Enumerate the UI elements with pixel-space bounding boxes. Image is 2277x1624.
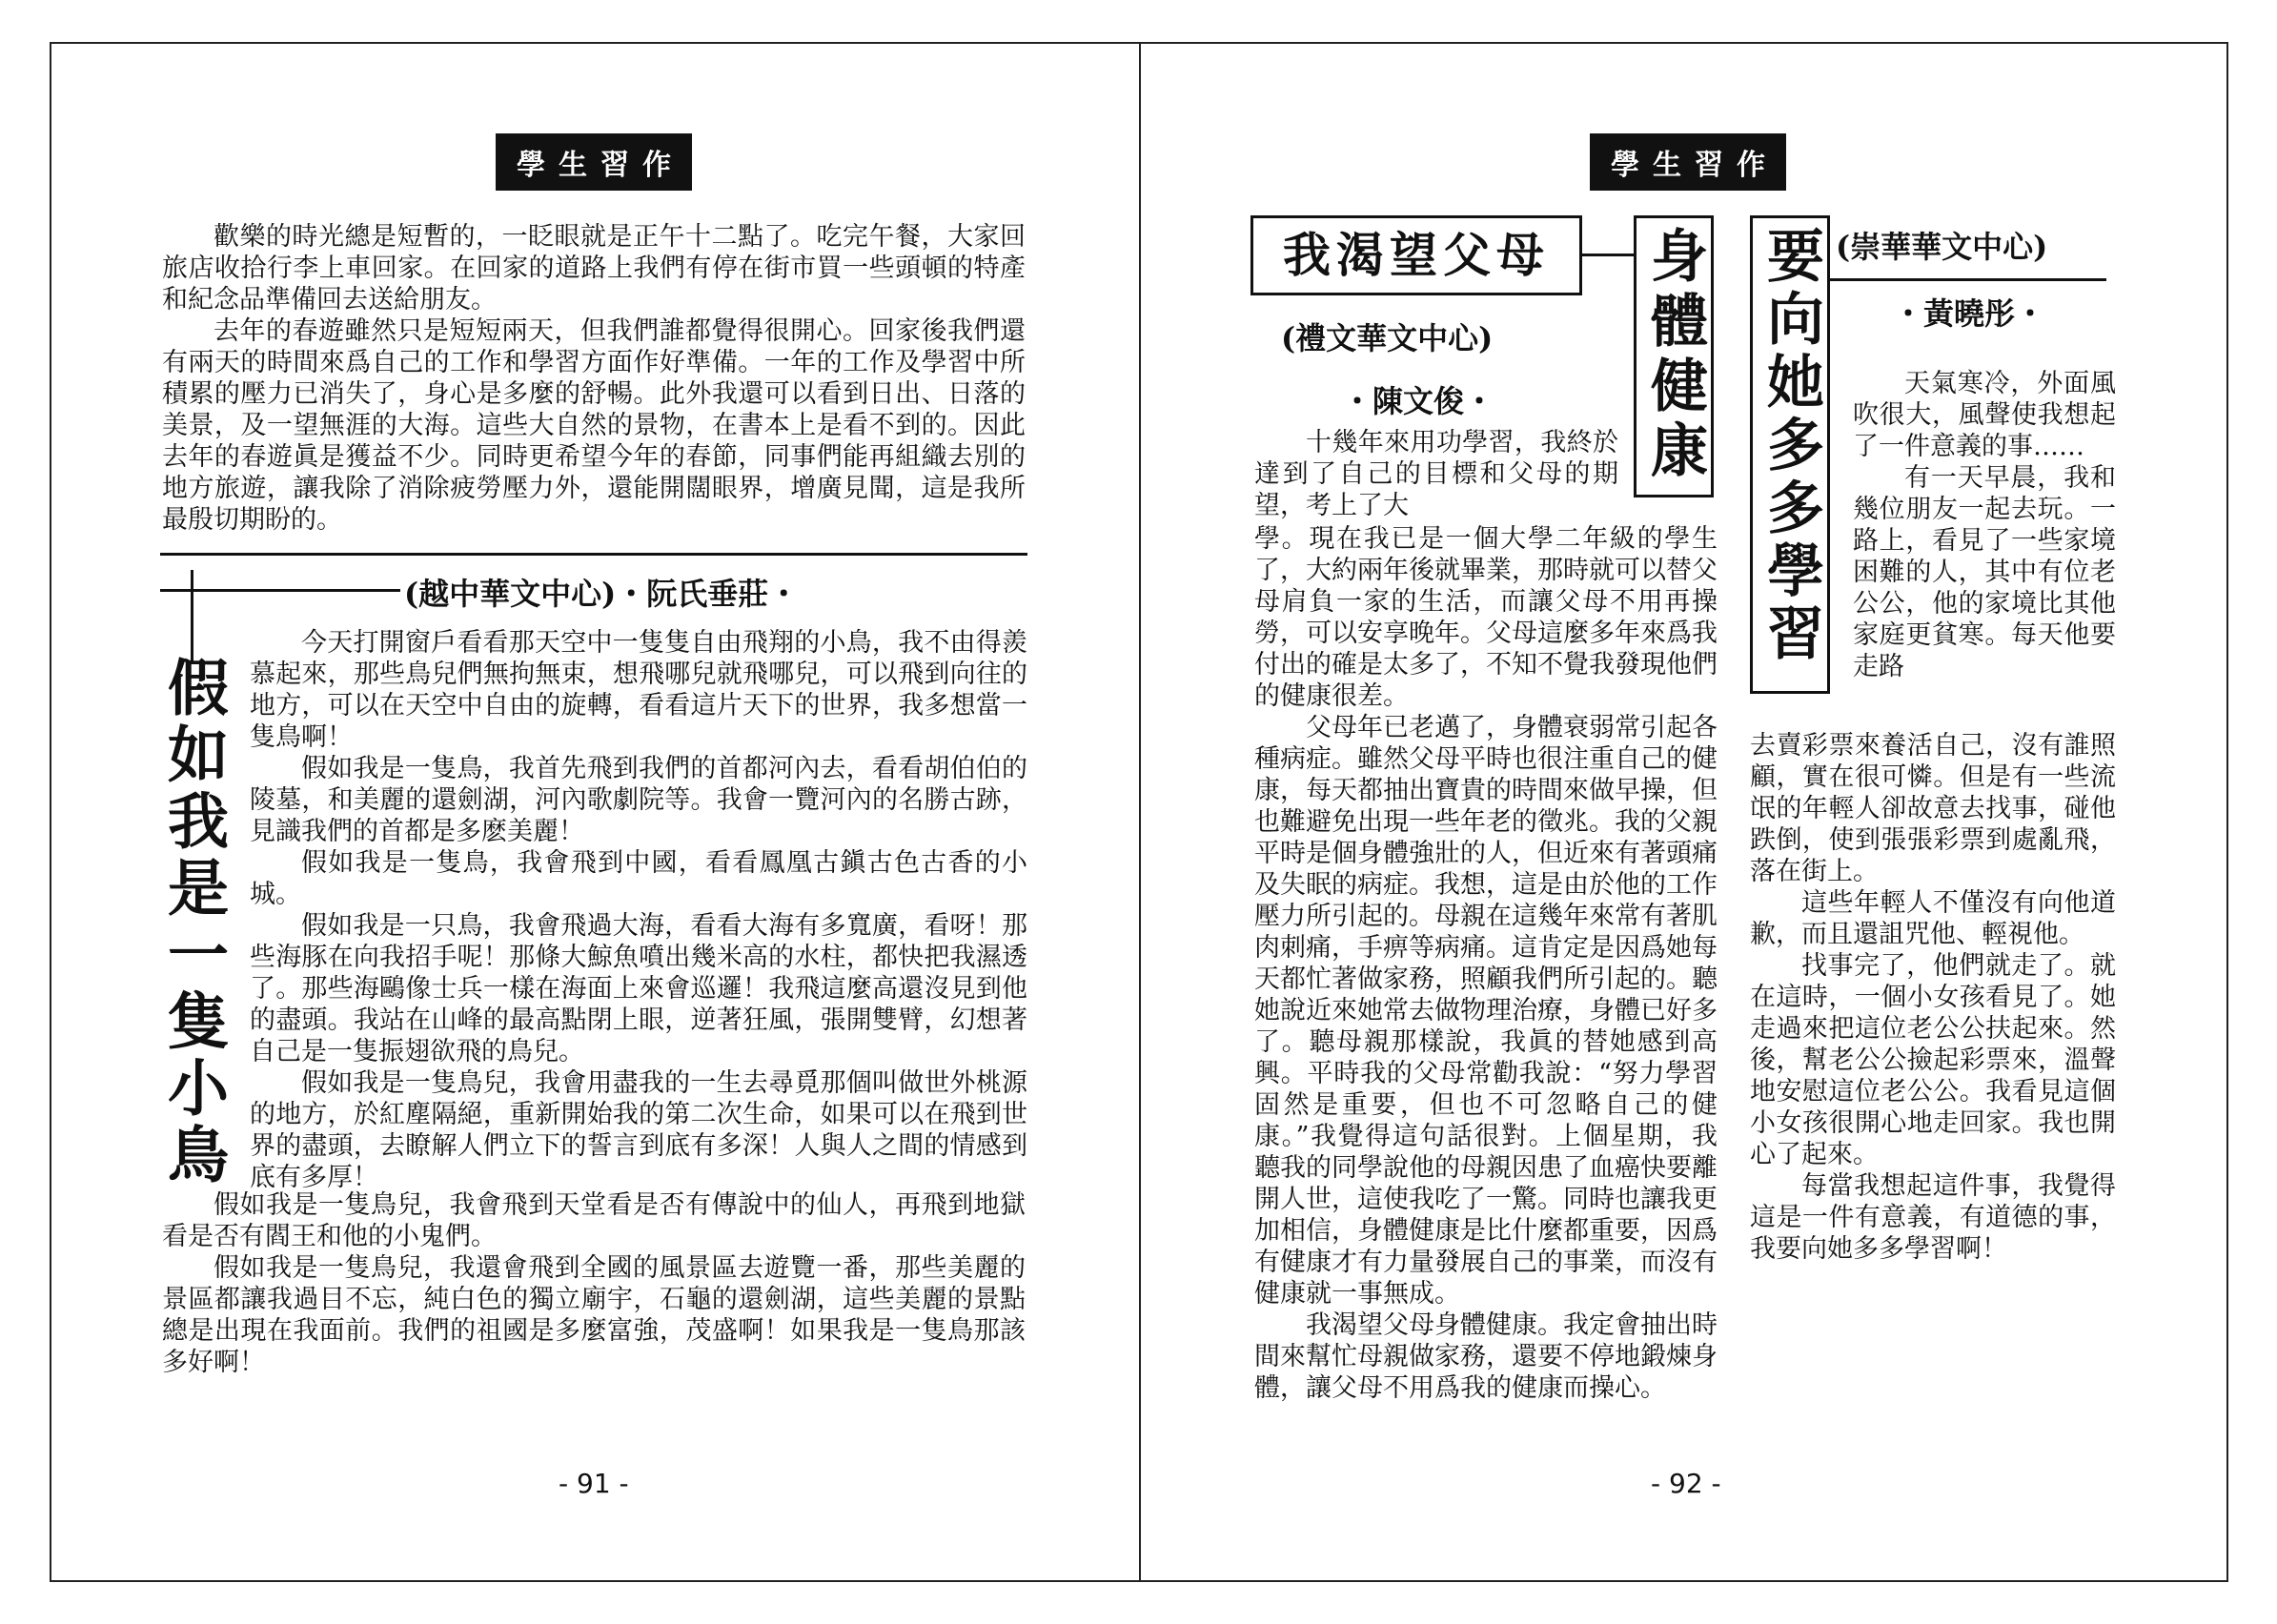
col2-vertical-title: 要向她多多學習: [1758, 226, 1824, 666]
paragraph: 父母年已老邁了，身體衰弱常引起各種病症。雖然父母平時也很注重自己的健康，每天都抽出寶貴的時間來做早操，但也難避免出現一些年老的徵兆。我的父親平時是個身體強壯的人，但近來有著頭痛及失眠的病症。我想，這是由於他的工作壓力所引起的。母親在這幾年來常有著肌肉刺痛，手痹等病痛。這肯定是因爲她每天都忙著做家務，照顧我們所引起的。聽她說近來她常去做物理治療，身體已好多了。聽母親那樣說，我眞的替她感到高興。平時我的父母常勸我說：“努力學習固然是重要，但也不可忽略自己的健康。”我覺得這句話很對。上個星期，我聽我的同學說他的母親因患了血癌快要離開人世，這使我吃了一驚。同時也讓我更加相信，身體健康是比什麼都重要，因爲有健康才有力量發展自己的事業，而沒有健康就一事無成。: [1254, 713, 1718, 1309]
article-title: 我渴望父母: [1283, 228, 1550, 283]
col2-narrow-text: [1853, 368, 2116, 682]
left-byline: (越中華文中心)・阮氏垂莊・: [404, 576, 800, 612]
left-bottom-text: [162, 1189, 1026, 1378]
paragraph: 天氣寒冷，外面風吹很大，風聲使我想起了一件意義的事……: [1853, 369, 2116, 461]
paragraph: 假如我是一隻鳥，我會飛到中國，看看鳳凰古鎭古色古香的小城。: [250, 848, 1027, 909]
paragraph: 假如我是一只鳥，我會飛過大海，看看大海有多寬廣，看呀！那些海豚在向我招手呢！那條大鯨魚噴出幾米高的水柱，都快把我濕透了。那些海鷗像士兵一樣在海面上來會巡邏！我飛這麼高還沒見到他的盡頭。我站在山峰的最高點閉上眼，逆著狂風，張開雙臂，幻想著自己是一隻振翅欲飛的鳥兒。: [250, 911, 1027, 1066]
col2-author: ・黃曉彤・: [1893, 295, 2046, 332]
vertical-title: 身體健康: [1641, 226, 1708, 485]
article-title-box: [1250, 215, 1582, 295]
col2-byline-rule: [1830, 278, 2106, 281]
col2-school: (崇華華文中心): [1836, 229, 2048, 265]
left-top-text: [162, 221, 1026, 536]
page-number-left: - 91 -: [559, 1468, 629, 1499]
section-label-left: 學生習作: [496, 133, 692, 191]
paragraph: 今天打開窗戶看看那天空中一隻隻自由飛翔的小鳥，我不由得羨慕起來，那些鳥兒們無拘無束，想飛哪兒就飛哪兒，可以飛到向往的地方，可以在天空中自由的旋轉，看看這片天下的世界，我多想當一隻鳥啊！: [250, 628, 1027, 752]
paragraph: 假如我是一隻鳥兒，我會飛到天堂看是否有傳說中的仙人，再飛到地獄看是否有閻王和他的小鬼們。: [162, 1190, 1026, 1251]
col2-text: [1750, 730, 2116, 1265]
paragraph: 假如我是一隻鳥兒，我還會飛到全國的風景區去遊覽一番，那些美麗的景區都讓我過目不忘，純白色的獨立廟宇，石龜的還劍湖，這些美麗的景點總是出現在我面前。我們的祖國是多麼富強，茂盛啊！如果我是一隻鳥那該多好啊！: [162, 1253, 1026, 1377]
paragraph: 假如我是一隻鳥兒，我會用盡我的一生去尋覓那個叫做世外桃源的地方，於紅塵隔絕，重新開始我的第二次生命，如果可以在飛到世界的盡頭，去瞭解人們立下的誓言到底有多深！人與人之間的情感到底有多厚！: [250, 1068, 1027, 1192]
paragraph: 十幾年來用功學習，我終於達到了自己的目標和父母的期望，考上了大: [1254, 428, 1618, 520]
col1-author: ・陳文俊・: [1342, 383, 1495, 419]
paragraph: 有一天早晨，我和幾位朋友一起去玩。一路上，看見了一些家境困難的人，其中有位老公公，他的家境比其他家庭更貧寒。每天他要走路: [1853, 463, 2116, 681]
col2-vertical-title-box: [1750, 215, 1830, 694]
col1-narrow-text: [1254, 427, 1618, 521]
paragraph: 每當我想起這件事，我覺得這是一件有意義，有道德的事，我要向她多多學習啊！: [1750, 1171, 2116, 1264]
col1-text: [1254, 523, 1718, 1404]
vertical-title-box: [1634, 215, 1714, 497]
byline-rule: [160, 589, 400, 592]
divider: [160, 553, 1027, 556]
page-fold: [1139, 42, 1141, 1582]
title-rule: [191, 570, 193, 661]
paragraph: 去賣彩票來養活自己，沒有誰照顧，實在很可憐。但是有一些流氓的年輕人卻故意去找事，碰他跌倒，使到張張彩票到處亂飛，落在街上。: [1750, 731, 2116, 886]
paragraph: 去年的春遊雖然只是短短兩天，但我們誰都覺得很開心。回家後我們還有兩天的時間來爲自己的工作和學習方面作好準備。一年的工作及學習中所積累的壓力已消失了，身心是多麼的舒暢。此外我還可以看到日出、日落的美景，及一望無涯的大海。這些大自然的景物，在書本上是看不到的。因此去年的春遊眞是獲益不少。同時更希望今年的春節，同事們能再組織去別的地方旅遊，讓我除了消除疲勞壓力外，還能開闊眼界，增廣見聞，這是我所最殷切期盼的。: [162, 316, 1026, 535]
paragraph: 這些年輕人不僅沒有向他道歉，而且還詛咒他、輕視他。: [1750, 888, 2116, 949]
title-connector: [1582, 254, 1636, 256]
col1-school: (禮文華文中心): [1281, 320, 1494, 356]
paragraph: 我渴望父母身體健康。我定會抽出時間來幫忙母親做家務，還要不停地鍛煉身體，讓父母不用爲我的健康而操心。: [1254, 1310, 1718, 1403]
page-number-right: - 92 -: [1651, 1468, 1721, 1499]
paragraph: 假如我是一隻鳥，我首先飛到我們的首都河內去，看看胡伯伯的陵墓，和美麗的還劍湖，河內歌劇院等。我會一覽河內的名勝古跡，見識我們的首都是多麽美麗！: [250, 754, 1027, 846]
left-side-text: [250, 627, 1027, 1193]
section-label-right: 學生習作: [1590, 133, 1786, 191]
paragraph: 歡樂的時光總是短暫的，一眨眼就是正午十二點了。吃完午餐，大家回旅店收拾行李上車回家。在回家的道路上我們有停在街市買一些頭頓的特產和紀念品準備回去送給朋友。: [162, 222, 1026, 315]
paragraph: 找事完了，他們就走了。就在這時，一個小女孩看見了。她走過來把這位老公公扶起來。然後，幫老公公撿起彩票來，溫聲地安慰這位老公公。我看見這個小女孩很開心地走回家。我也開心了起來。: [1750, 951, 2116, 1169]
left-title: 假如我是一隻小鳥: [157, 656, 228, 1189]
paragraph: 學。現在我已是一個大學二年級的學生了，大約兩年後就畢業，那時就可以替父母肩負一家的生活，而讓父母不用再操勞，可以安享晚年。父母這麼多年來爲我付出的確是太多了，不知不覺我發現他們的健康很差。: [1254, 524, 1718, 711]
